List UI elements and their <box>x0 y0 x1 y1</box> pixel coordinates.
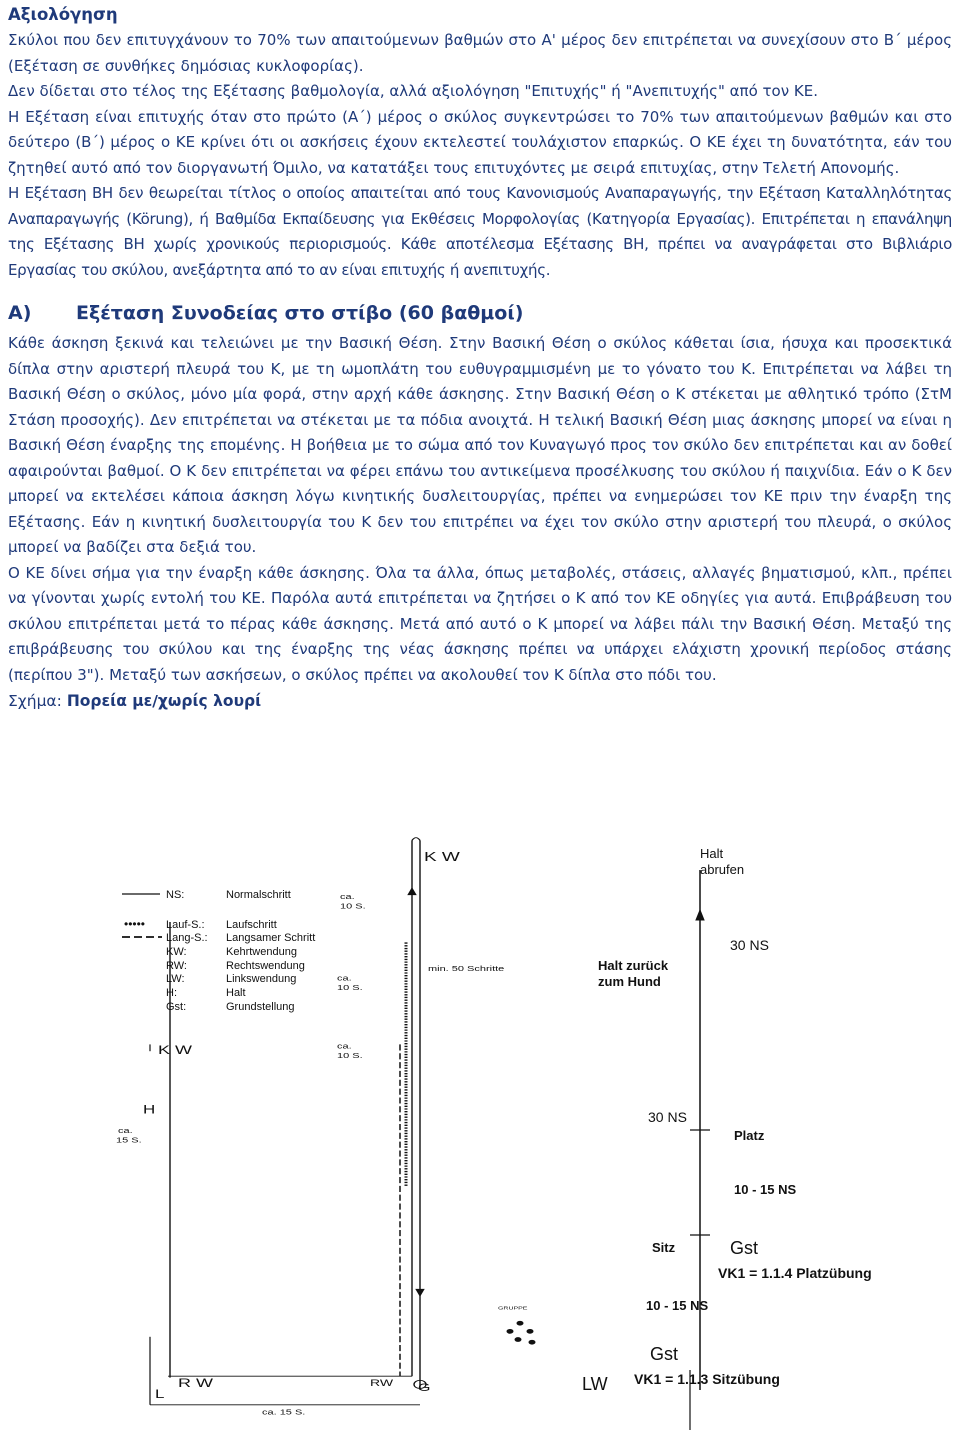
section-a-heading <box>8 299 952 327</box>
figure-title: Πορεία με/χωρίς λουρί <box>66 692 262 710</box>
legend-key-gst: Gst: <box>166 1001 187 1013</box>
legend-value-lauf: Laufschritt <box>226 919 277 931</box>
label-halt-zuruck-1: Halt zurück <box>598 958 669 973</box>
label-ca1-b: 10 S. <box>340 901 366 910</box>
evaluation-para-2: Δεν δίδεται στο τέλος της Εξέτασης βαθμολογία, αλλά αξιολόγηση "Επιτυχής" ή "Ανεπιτυχής" από τον ΚΕ. <box>8 82 818 100</box>
label-ca2-a: ca. <box>337 973 352 983</box>
legend-value-gst: Grundstellung <box>226 1001 295 1013</box>
group-person-2 <box>507 1329 513 1333</box>
figure-caption <box>8 688 952 714</box>
left-path-diagram <box>150 838 535 1405</box>
evaluation-para-6-text: Επιτρέπεται η επανάληψη της Εξέτασης ΒΗ χωρίς χρονικούς περιορισμούς. <box>8 209 953 253</box>
legend-key-lang: Lang-S.: <box>166 932 208 944</box>
legend-line-lauf: ••••• <box>124 917 146 931</box>
label-halt-zuruck-2: zum Hund <box>598 974 661 989</box>
label-ca1-a: ca. <box>340 891 355 901</box>
figure-label: Σχήμα: <box>8 692 62 710</box>
label-1015ns-b: 10 - 15 NS <box>646 1298 709 1313</box>
legend-key-ns: NS: <box>166 889 185 901</box>
legend-value-lang: Langsamer Schritt <box>226 932 316 944</box>
label-ca15-bottom: ca. 15 S. <box>262 1407 306 1416</box>
group-person-5 <box>529 1340 535 1344</box>
group-person-4 <box>515 1337 521 1341</box>
label-rw-left: R W <box>178 1376 213 1391</box>
right-path-diagram <box>690 870 710 1430</box>
section-a-para-1: Κάθε άσκηση ξεκινά και τελειώνει με την Βασική Θέση. Στην Βασική Θέση ο σκύλος κάθεται ίσια, ήσυχα και προσεκτικά δίπλα στην αριστερή πλευρά του Κ, με τη ωμοπλάτη του ευθυγραμμισμένη με το γόνατο του Κ. Επιτρέπεται να λάβει τη Βασική Θέση ο σκύλος, μόνο μία φορά, στην αρχή κάθε άσκησης. Στην Βασική Θέση ο Κ στέκεται με αθλητικό τρόπο (ΣτΜ Στάση προσοχής). Δεν επιτρέπεται να στέκεται με τα πόδια ανοιχτά. Η τελική Βασική Θέση μιας άσκησης μπορεί να είναι η Βασική Θέση έναρξης της επομένης. Η βοήθεια με το σώμα από τον Κυναγωγό προς τον σκύλο δεν επιτρέπεται και αν δοθεί αφαιρούνται βαθμοί. Ο Κ δεν επιτρέπεται να φέρει επάνω του αντικείμενα προσέλκυσης του σκύλου ή παιχνίδια. Εάν ο Κ δεν μπορεί να εκτελέσει κάποια άσκηση λόγω κινητικής δυσλειτουργίας, πρέπει να ενημερώσει τον ΚΕ πριν την έναρξη της Εξέτασης. Εάν η κινητική δυσλειτουργία του Κ δεν του επιτρέπει να έχει τον σκύλο στην αριστερή του πλευρά, ο σκύλος μπορεί να βαδίζει στα δεξιά του. <box>8 334 952 556</box>
evaluation-para-1: Σκύλοι που δεν επιτυγχάνουν το 70% των απαιτούμενων βαθμών στο Α' μέρος δεν επιτρέπεται να συνεχίσουν στο Β΄ μέρος (Εξέταση σε συνθήκες δημόσιας κυκλοφορίας). <box>8 31 952 75</box>
label-ca3-a: ca. <box>337 1041 352 1051</box>
legend-key-kw: KW: <box>166 946 187 958</box>
legend-key-h: H: <box>166 987 177 999</box>
group-person-1 <box>517 1321 523 1325</box>
evaluation-para-4-text: Ο ΚΕ έχει τη δυνατότητα, εάν του ζητηθεί αυτό από τον διοργανωτή Όμιλο, να κατατάξει τους επιτυχόντες με σειρά επιτυχίας, στην Τελετή Απονομής. <box>8 133 952 177</box>
label-halt-abrufen-2: abrufen <box>700 862 745 877</box>
right-labels <box>582 846 872 1394</box>
label-min50: min. 50 Schritte <box>427 963 505 973</box>
heeling-pattern-diagram <box>0 830 960 1430</box>
arrow-up <box>408 888 416 895</box>
legend-key-lauf: Lauf-S.: <box>166 919 205 931</box>
label-ca15-a: ca. <box>118 1125 133 1135</box>
label-kw-left: K W <box>158 1043 192 1058</box>
group-person-3 <box>527 1329 533 1333</box>
label-rw-right: RW <box>370 1377 394 1389</box>
evaluation-para-7-text: Κάθε αποτέλεσμα Εξέτασης ΒΗ, πρέπει να αναγράφεται στο Βιβλιάριο Εργασίας του σκύλου, ανεξάρτητα από το αν είναι επιτυχής ή ανεπιτυχής. <box>8 235 953 279</box>
legend-value-lw: Linkswendung <box>226 973 297 985</box>
label-30ns-top: 30 NS <box>730 937 769 953</box>
label-vk1-platz: VK1 = 1.1.4 Platzübung <box>718 1265 872 1281</box>
arrow-down <box>416 1289 424 1296</box>
legend-value-rw: Rechtswendung <box>226 960 305 972</box>
legend-value-h: Halt <box>226 987 246 999</box>
label-kw-top: K W <box>424 849 460 864</box>
label-30ns-mid: 30 NS <box>648 1109 687 1125</box>
label-lw: LW <box>582 1374 608 1394</box>
top-turn <box>412 838 420 841</box>
label-platz: Platz <box>734 1128 765 1143</box>
legend-value-ns: Normalschritt <box>226 889 291 901</box>
label-ca2-b: 10 S. <box>337 982 363 992</box>
section-a-number: A) <box>8 302 32 324</box>
text-column <box>8 2 952 714</box>
diagram-legend <box>122 889 315 1013</box>
label-gst-1: Gst <box>730 1238 759 1258</box>
label-gruppe: GRUPPE <box>498 1306 528 1312</box>
label-halt-abrufen-1: Halt <box>700 846 724 861</box>
label-l: L <box>155 1388 165 1402</box>
evaluation-para-5 <box>8 181 952 283</box>
label-g: G <box>418 1381 431 1394</box>
label-sitz: Sitz <box>652 1240 676 1255</box>
evaluation-para-5-text: Η Εξέταση ΒΗ δεν θεωρείται τίτλος ο οποίος απαιτείται από τους Κανονισμούς Αναπαραγωγής, την Εξέταση Καταλληλότητας Αναπαραγωγής (Körung), ή Βαθμίδα Εκπαίδευσης για Εκθέσεις Μορφολογίας (Κατηγορία Εργασίας). <box>8 184 952 228</box>
legend-key-rw: RW: <box>166 960 187 972</box>
label-vk1-sitz: VK1 = 1.1.3 Sitzübung <box>634 1371 780 1387</box>
label-1015ns-a: 10 - 15 NS <box>734 1182 797 1197</box>
evaluation-heading: Αξιολόγηση <box>8 5 118 24</box>
section-a-para-2: Ο ΚΕ δίνει σήμα για την έναρξη κάθε άσκησης. Όλα τα άλλα, όπως μεταβολές, στάσεις, αλλαγές βηματισμού, κλπ., πρέπει να γίνονται χωρίς εντολή του ΚΕ. Παρόλα αυτά επιτρέπεται να ζητήσει ο Κ από τον ΚΕ οδηγίες για αυτά. Επιβράβευση του σκύλου επιτρέπεται μετά το πέρας κάθε άσκησης. Μετά από αυτό ο Κ μπορεί να λάβει πάλι την Βασική Θέση. Μεταξύ της επιβράβευσης του σκύλου και της έναρξης της νέας άσκησης πρέπει να υπάρχει ελάχιστη χρονική περίοδος στάσης (περίπου 3"). Μεταξύ των ασκήσεων, ο σκύλος πρέπει να ακολουθεί τον Κ δίπλα στο πόδι του. <box>8 563 952 684</box>
label-ca3-b: 10 S. <box>337 1050 363 1060</box>
right-arrow-up <box>696 910 704 920</box>
label-h: H <box>143 1104 156 1117</box>
legend-value-kw: Kehrtwendung <box>226 946 297 958</box>
label-ca15-b: 15 S. <box>116 1135 142 1144</box>
section-a-title: Εξέταση Συνοδείας στο στίβο (60 βαθμοί) <box>76 302 524 324</box>
evaluation-para-3 <box>8 105 952 182</box>
label-gst-2: Gst <box>650 1344 679 1364</box>
evaluation-para-3-text: Η Εξέταση είναι επιτυχής όταν στο πρώτο (Α΄) μέρος ο σκύλος συγκεντρώσει το 70% των απαιτούμενων βαθμών και στο δεύτερο (Β΄) μέρος ο ΚΕ κρίνει ότι οι ασκήσεις έχουν εκτελεστεί τουλάχιστον επαρκώς. <box>8 107 952 151</box>
legend-key-lw: LW: <box>166 973 185 985</box>
